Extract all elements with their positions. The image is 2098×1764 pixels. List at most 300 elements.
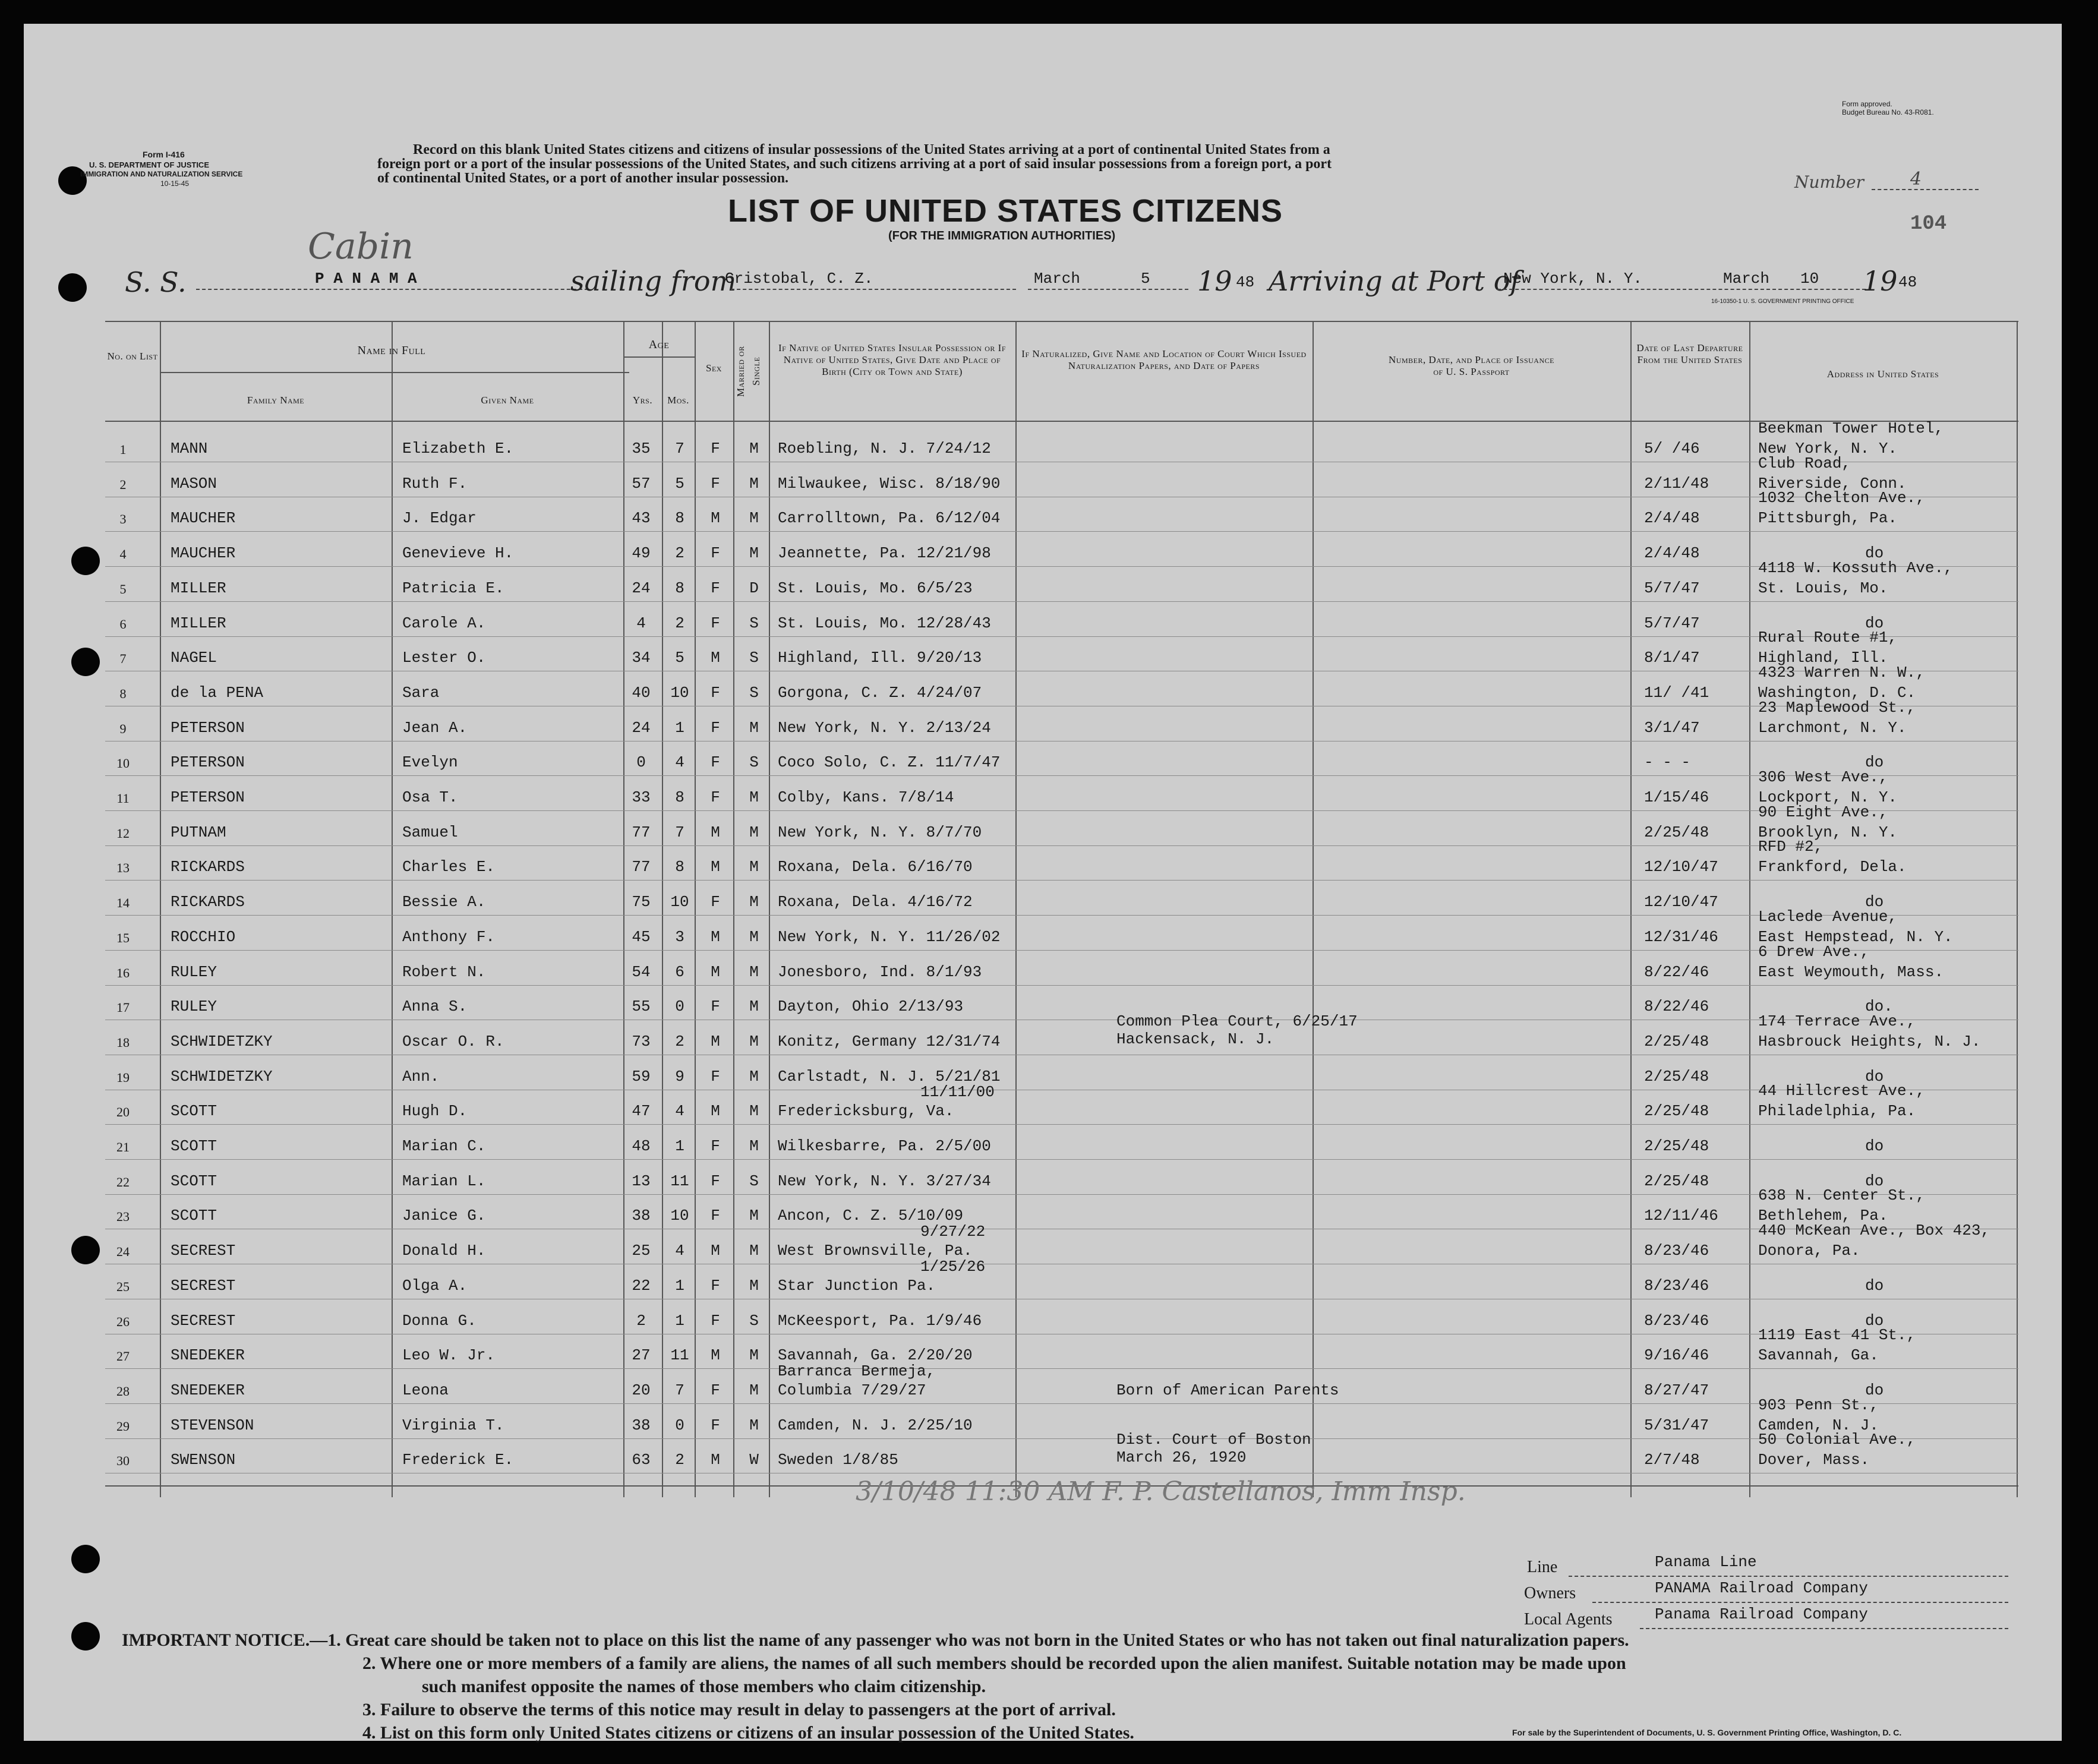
address-line-2: Donora, Pa. [1758,1242,1860,1260]
sailing-label: sailing from [570,265,737,297]
header-mos: Mos. [667,395,689,406]
last-departure: 3/1/47 [1644,718,1700,737]
last-departure: 2/11/48 [1644,474,1709,493]
row-number: 10 [116,756,130,771]
address-line-1: 4118 W. Kossuth Ave., [1758,558,1953,577]
given-name: Donald H. [402,1242,486,1260]
marital-status: M [749,509,759,528]
ship-line [196,289,588,290]
age-months: 7 [675,1381,684,1399]
birth-place-date: Roxana, Dela. 6/16/70 [778,858,973,876]
age-years: 24 [632,579,651,597]
birth-place-date: Savannah, Ga. 2/20/20 [778,1346,973,1365]
address-line-2: Highland, Ill. [1758,649,1888,667]
cabin-annotation: Cabin [308,226,414,267]
punch-hole [71,1545,100,1573]
birth-place-date: Highland, Ill. 9/20/13 [778,649,982,667]
number-value: 4 [1910,169,1922,190]
line-label: Line [1527,1558,1558,1576]
row-number: 29 [116,1418,130,1434]
marital-status: M [749,963,759,981]
age-years: 54 [632,963,651,981]
address-line-2: Brooklyn, N. Y. [1758,823,1898,841]
table-row [105,1125,2018,1160]
intro-line: of continental United States, or a port of another insular possession. [377,171,789,186]
family-name: RICKARDS [171,858,245,876]
last-departure: 2/4/48 [1644,509,1700,528]
from-port-line [731,289,1016,290]
family-name: SCHWIDETZKY [171,1032,273,1050]
marital-status: M [749,1346,759,1365]
marital-status: M [749,718,759,737]
last-departure: 12/10/47 [1644,893,1718,911]
birth-place-date: Camden, N. J. 2/25/10 [778,1416,973,1434]
depart-month: March [1034,270,1081,288]
last-departure: 5/7/47 [1644,579,1700,597]
address-line-1: Rural Route #1, [1758,629,1898,647]
age-years: 49 [632,544,651,563]
row-number: 25 [116,1279,130,1294]
address-line-1: 1032 Chelton Ave., [1758,489,1925,507]
ss-label: S. S. [125,266,187,298]
address-line-2: do [1865,544,1884,563]
sex: F [711,718,720,737]
age-years: 0 [636,753,646,772]
age-months: 11 [670,1346,689,1365]
last-departure: 9/16/46 [1644,1346,1709,1365]
birth-place-date: Sweden 1/8/85 [778,1451,898,1469]
address-line-2: do [1865,893,1884,911]
age-months: 8 [675,509,684,528]
age-years: 59 [632,1067,651,1085]
intro-text [377,143,1332,185]
stamp-number: 104 [1910,213,1947,235]
row-number: 14 [116,895,130,911]
age-years: 13 [632,1172,651,1190]
row-number: 28 [116,1383,130,1399]
last-departure: 12/31/46 [1644,927,1718,946]
last-departure: 2/25/48 [1644,1137,1709,1155]
given-name: Lester O. [402,649,486,667]
address-line-1: Laclede Avenue, [1758,907,1898,926]
sex: M [711,509,720,528]
age-months: 0 [675,998,684,1016]
sex: F [711,1137,720,1155]
age-years: 77 [632,823,651,841]
notice-1: —1. Great care should be taken not to place on this list the name of any passenger who was not born in the United States or who has not taken out final naturalization papers. [310,1630,1629,1650]
age-months: 1 [675,718,684,737]
birth-extra: 1/25/26 [920,1257,986,1276]
marital-status: S [749,1172,759,1190]
row-number: 6 [119,616,127,632]
given-name: Hugh D. [402,1102,468,1121]
age-months: 3 [675,927,684,946]
marital-status: M [749,440,759,457]
marital-status: M [749,474,759,493]
table-row [105,1056,2018,1090]
sex: M [711,649,720,667]
service: IMMIGRATION AND NATURALIZATION SERVICE [80,170,243,178]
sex: F [711,579,720,597]
arrive-year: 48 [1898,273,1917,291]
family-name: RULEY [171,998,217,1016]
family-name: SCOTT [171,1137,217,1155]
address-line-2: Frankford, Dela. [1758,858,1907,876]
page-title: LIST OF UNITED STATES CITIZENS [728,193,1283,229]
age-years: 48 [632,1137,651,1155]
birth-place-date: Jeannette, Pa. 12/21/98 [778,544,991,563]
family-name: SECREST [171,1311,236,1330]
family-name: SNEDEKER [171,1381,245,1399]
depart-date-line [1028,289,1188,290]
sex: F [711,788,720,806]
age-months: 10 [670,683,689,702]
last-departure: 5/31/47 [1644,1416,1709,1434]
table-row [105,986,2018,1020]
number-line [1872,189,1979,190]
punch-hole [71,648,100,676]
sex: F [711,1311,720,1330]
given-name: Jean A. [402,718,468,737]
birth-place-date: Dayton, Ohio 2/13/93 [778,998,964,1016]
table-row [105,1257,2018,1299]
address-line-2: St. Louis, Mo. [1758,579,1888,597]
line-rule [1569,1576,2008,1577]
address-line-2: Philadelphia, Pa. [1758,1102,1916,1121]
table-row [105,1160,2018,1195]
header-given-name: Given Name [481,395,534,406]
birth-place-date: West Brownsville, Pa. [778,1242,973,1260]
address-line-2: do [1865,1067,1884,1085]
sex: M [711,1032,720,1050]
family-name: SECREST [171,1242,236,1260]
printer-credit: For sale by the Superintendent of Documents, U. S. Government Printing Office, Washington, D. C. [1512,1728,1902,1737]
table-row [105,803,2018,846]
address-line-1: 638 N. Center St., [1758,1186,1925,1205]
age-months: 8 [675,788,684,806]
address-line-2: East Weymouth, Mass. [1758,963,1944,981]
last-departure: 8/23/46 [1644,1276,1709,1295]
row-number: 3 [119,512,127,527]
marital-status: M [749,893,759,911]
header-yrs: Yrs. [632,395,653,406]
age-months: 1 [675,1276,684,1295]
marital-status: M [749,1137,759,1155]
address-line-2: do [1865,1137,1884,1155]
table-row [105,602,2018,637]
sex: F [711,1416,720,1434]
last-departure: 8/1/47 [1644,649,1700,667]
agents-label: Local Agents [1524,1610,1613,1629]
last-departure: 2/4/48 [1644,544,1700,563]
given-name: Evelyn [402,753,458,772]
table-row [105,768,2018,811]
header-address: Address in United States [1826,368,1939,380]
budget-number: Budget Bureau No. 43-R081. [1842,108,1934,116]
owners-label: Owners [1524,1584,1576,1602]
table-row [105,741,2018,776]
citizens-table [105,321,2018,1497]
sex: F [711,614,720,632]
marital-status: M [749,1276,759,1295]
age-months: 6 [675,963,684,981]
age-years: 43 [632,509,651,528]
year-prefix: 19 [1863,265,1898,297]
age-years: 4 [636,614,646,632]
given-name: Carole A. [402,614,486,632]
family-name: PETERSON [171,753,245,772]
table-row [105,629,2018,671]
address-line-2: New York, N. Y. [1758,440,1898,457]
birth-extra: Barranca Bermeja, [778,1362,936,1380]
address-line-2: Dover, Mass. [1758,1451,1870,1469]
given-name: Janice G. [402,1207,486,1225]
given-name: Oscar O. R. [402,1032,504,1050]
given-name: Osa T. [402,788,458,806]
given-name: Samuel [402,823,458,841]
notice-title-text: IMPORTANT NOTICE. [122,1630,310,1650]
row-number: 26 [116,1314,130,1329]
sex: F [711,474,720,493]
printer-note: 16-10350-1 U. S. GOVERNMENT PRINTING OFFICE [1711,298,1854,305]
age-months: 8 [675,858,684,876]
family-name: SCOTT [171,1207,217,1225]
ship-name: P A N A M A [315,270,417,288]
row-number: 11 [116,791,130,806]
table-row [105,489,2018,532]
form-number: Form I-416 [143,150,185,159]
family-name: RULEY [171,963,217,981]
age-months: 7 [675,823,684,841]
marital-status: M [749,1381,759,1399]
marital-status: M [749,1067,759,1085]
address-line-1: 6 Drew Ave., [1758,942,1870,961]
given-name: Sara [402,683,440,702]
birth-place-date: New York, N. Y. 8/7/70 [778,823,982,841]
age-months: 0 [675,1416,684,1434]
table-row [105,1396,2018,1439]
table-row [105,1431,2018,1473]
address-line-2: Riverside, Conn. [1758,474,1907,493]
table-row [105,1186,2018,1229]
header-age: Age [648,338,670,351]
header-no: No. on List [107,351,158,362]
sex: F [711,1207,720,1225]
from-port: Cristobal, C. Z. [725,270,873,288]
marital-status: M [749,823,759,841]
address-line-2: East Hempstead, N. Y. [1758,927,1953,946]
birth-place-date: Milwaukee, Wisc. 8/18/90 [778,474,1001,493]
sex: F [711,1276,720,1295]
table-row [105,698,2018,741]
given-name: Olga A. [402,1276,468,1295]
address-line-1: 1119 East 41 St., [1758,1326,1916,1345]
page-subtitle: (FOR THE IMMIGRATION AUTHORITIES) [888,229,1116,242]
sex: M [711,1242,720,1260]
header-family-name: Family Name [247,395,305,406]
address-line-2: Larchmont, N. Y. [1758,718,1907,737]
address-line-2: do [1865,1172,1884,1190]
family-name: SNEDEKER [171,1346,245,1365]
row-number: 9 [119,721,127,736]
birth-place-date: Fredericksburg, Va. [778,1102,954,1121]
age-years: 73 [632,1032,651,1050]
age-months: 4 [675,1102,684,1121]
age-years: 20 [632,1381,651,1399]
last-departure: 5/ /46 [1644,440,1700,457]
family-name: PETERSON [171,718,245,737]
birth-place-date: Gorgona, C. Z. 4/24/07 [778,683,982,702]
age-months: 11 [670,1172,689,1190]
row-number: 8 [119,686,127,701]
address-line-2: do [1865,1311,1884,1330]
address-line-2: Hasbrouck Heights, N. J. [1758,1032,1981,1050]
address-line-1: 903 Penn St., [1758,1396,1879,1414]
family-name: PETERSON [171,788,245,806]
age-months: 5 [675,649,684,667]
naturalization: Dist. Court of Boston [1116,1431,1311,1449]
address-line-2: Camden, N. J. [1758,1416,1879,1434]
marital-status: M [749,1207,759,1225]
given-name: Elizabeth E. [402,440,514,457]
birth-place-date: St. Louis, Mo. 12/28/43 [778,614,991,632]
row-number: 22 [116,1174,130,1189]
address-line-2: do. [1865,998,1893,1016]
address-line-1: 23 Maplewood St., [1758,698,1916,717]
address-line-2: Lockport, N. Y. [1758,788,1898,806]
given-name: Ann. [402,1067,440,1085]
birth-place-date: St. Louis, Mo. 6/5/23 [778,579,973,597]
birth-place-date: Carrolltown, Pa. 6/12/04 [778,509,1001,528]
punch-hole [71,547,100,575]
row-number: 12 [116,825,130,841]
header-name-in-full: Name in Full [357,344,426,357]
naturalization-extra: March 26, 1920 [1116,1449,1247,1467]
owners-value: PANAMA Railroad Company [1655,1579,1868,1597]
row-number: 20 [116,1105,130,1120]
row-number: 4 [119,547,127,562]
naturalization: Common Plea Court, 6/25/17 [1116,1012,1358,1030]
age-years: 75 [632,893,651,911]
sex: M [711,927,720,946]
row-number: 5 [119,581,127,597]
to-port: New York, N. Y. [1503,270,1643,288]
family-name: SCOTT [171,1172,217,1190]
birth-place-date: New York, N. Y. 2/13/24 [778,718,991,737]
row-number: 13 [116,860,130,876]
last-departure: 8/22/46 [1644,963,1709,981]
marital-status: W [749,1451,759,1469]
table-row [105,663,2018,706]
birth-place-date: Colby, Kans. 7/8/14 [778,788,954,806]
punch-hole [71,1236,100,1264]
address-line-2: do [1865,753,1884,772]
year-prefix: 19 [1197,265,1232,297]
given-name: Ruth F. [402,474,468,493]
birth-place-date: Carlstadt, N. J. 5/21/81 [778,1067,1001,1085]
table-row [105,1326,2018,1369]
given-name: Donna G. [402,1311,477,1330]
sex: F [711,998,720,1016]
address-line-2: do [1865,614,1884,632]
age-months: 8 [675,579,684,597]
address-line-2: Washington, D. C. [1758,683,1916,702]
marital-status: S [749,753,759,772]
row-number: 1 [119,442,127,457]
marital-status: S [749,614,759,632]
age-years: 25 [632,1242,651,1260]
sex: M [711,963,720,981]
family-name: ROCCHIO [171,927,236,946]
marital-status: S [749,649,759,667]
given-name: J. Edgar [402,509,477,528]
table-row [105,558,2018,602]
marital-status: M [749,927,759,946]
birth-place-date: Columbia 7/29/27 [778,1381,926,1399]
table-row [105,532,2018,567]
sex: M [711,1451,720,1469]
age-years: 38 [632,1207,651,1225]
notice-2: 2. Where one or more members of a family are aliens, the names of all such members should be recorded upon the alien manifest. Suitable notation may be made upon [362,1653,1626,1673]
given-name: Robert N. [402,963,486,981]
sex: F [711,683,720,702]
sex: M [711,1102,720,1121]
row-number: 27 [116,1349,130,1364]
arrive-day: 10 [1800,270,1819,288]
owners-rule [1592,1602,2008,1603]
table-row [105,1082,2018,1125]
address-line-2: Savannah, Ga. [1758,1346,1879,1365]
agents-value: Panama Railroad Company [1655,1605,1868,1623]
header-birth: If Native of United States Insular Possession or If Native of United States, Give Date and Place of Birth (City or Town and State) [778,342,1006,377]
marital-status: M [749,1416,759,1434]
row-number: 16 [116,965,130,980]
table-row [105,838,2018,881]
sex: F [711,1381,720,1399]
notice-title [122,1630,1629,1651]
age-years: 63 [632,1451,651,1469]
family-name: MILLER [171,614,226,632]
last-departure: 2/25/48 [1644,1067,1709,1085]
birth-place-date: Jonesboro, Ind. 8/1/93 [778,963,982,981]
table-row [105,1012,2018,1055]
intro-line: foreign port or a port of the insular possessions of the United States, and such citizens arriving at a port of said insular possessions from a foreign port, a port [377,156,1332,172]
last-departure: 5/7/47 [1644,614,1700,632]
notice-3: 3. Failure to observe the terms of this notice may result in delay to passengers at the port of arrival. [362,1700,1116,1719]
birth-place-date: Konitz, Germany 12/31/74 [778,1032,1001,1050]
birth-place-date: Ancon, C. Z. 5/10/09 [778,1207,964,1225]
age-years: 2 [636,1311,646,1330]
address-line-1: Club Road, [1758,454,1851,472]
age-months: 2 [675,614,684,632]
address-line-1: 50 Colonial Ave., [1758,1431,1916,1449]
arrive-month: March [1723,270,1770,288]
family-name: NAGEL [171,649,217,667]
birth-extra: 9/27/22 [920,1223,986,1241]
last-departure: 2/25/48 [1644,1172,1709,1190]
last-departure: 2/25/48 [1644,1032,1709,1050]
birth-place-date: McKeesport, Pa. 1/9/46 [778,1311,982,1330]
given-name: Bessie A. [402,893,486,911]
sex: F [711,440,720,457]
age-months: 5 [675,474,684,493]
row-number: 23 [116,1209,130,1225]
family-name: MANN [171,440,208,457]
table-row [105,1362,2018,1404]
marital-status: M [749,544,759,563]
birth-place-date: Coco Solo, C. Z. 11/7/47 [778,753,1001,772]
last-departure: 2/7/48 [1644,1451,1700,1469]
